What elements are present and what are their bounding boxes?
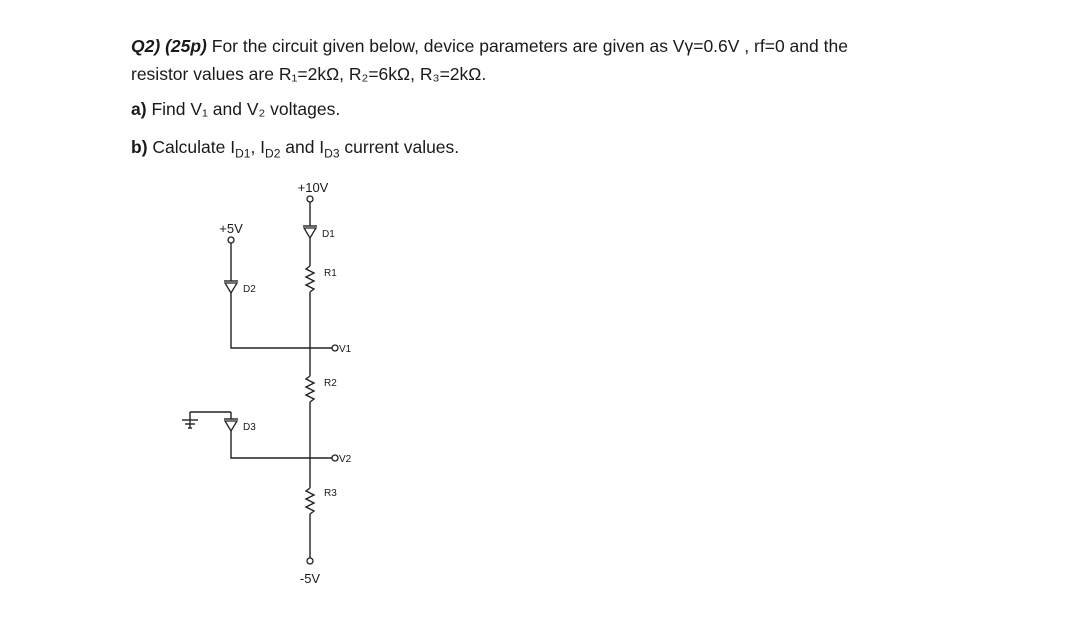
node-v2-label: V2 — [339, 454, 352, 465]
diode-d3-label: D3 — [243, 422, 256, 433]
resistor-r3-icon — [306, 488, 314, 514]
resistor-r3-label: R3 — [324, 488, 337, 499]
subscript-d3: D3 — [324, 146, 340, 161]
resistor-values-text: resistor values are R₁=2kΩ, R₂=6kΩ, R₃=2kΩ. — [131, 64, 487, 84]
wire — [231, 431, 310, 458]
subscript-d2: D2 — [265, 146, 281, 161]
resistor-r2-icon — [306, 376, 314, 402]
supply-left-terminal — [228, 237, 234, 243]
supply-bottom-label: -5V — [299, 571, 321, 586]
diode-d1-label: D1 — [322, 229, 335, 240]
supply-top-label: +10V — [297, 180, 329, 195]
supply-top-terminal — [307, 196, 313, 202]
supply-bottom-terminal — [307, 558, 313, 564]
supply-left-label: +5V — [219, 221, 243, 236]
part-a-text: Find V₁ and V₂ voltages. — [151, 99, 341, 119]
node-v2-terminal — [332, 455, 338, 461]
question-intro-text: For the circuit given below, device parameters are given as Vγ=0.6V , rf=0 and the — [211, 36, 848, 56]
question-number: Q2) — [131, 36, 161, 56]
part-a-label: a) — [131, 99, 147, 119]
resistor-r1-icon — [306, 266, 314, 292]
question-points: (25p) — [165, 36, 207, 56]
part-b-text: Calculate $I_{D1}$, $I_{D2}$ and $I_{D3}$ current values. — [152, 137, 460, 161]
resistor-r2-label: R2 — [324, 378, 337, 389]
part-b-label: b) — [131, 137, 148, 157]
diode-d2-icon — [224, 281, 238, 293]
node-v1-terminal — [332, 345, 338, 351]
wire — [231, 293, 310, 348]
resistor-r1-label: R1 — [324, 268, 337, 279]
node-v1-label: V1 — [339, 344, 352, 355]
subscript-d1: D1 — [235, 146, 251, 161]
diode-d3-icon — [224, 419, 238, 431]
ground-icon — [182, 412, 198, 428]
diode-d2-label: D2 — [243, 284, 256, 295]
diode-d1-icon — [303, 226, 317, 238]
